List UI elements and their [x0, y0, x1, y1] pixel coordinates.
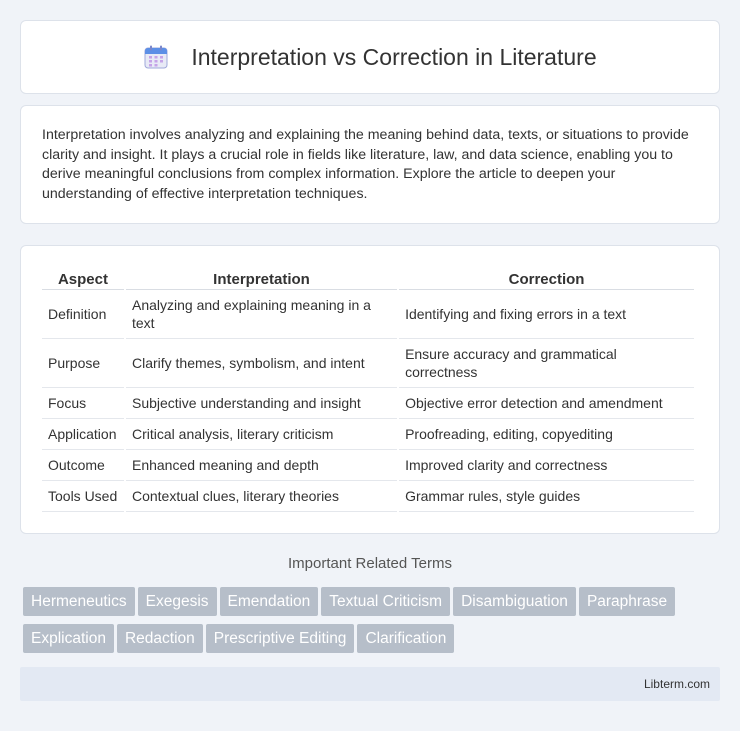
table-cell: Contextual clues, literary theories: [126, 481, 397, 512]
header-correction: Correction: [399, 266, 694, 290]
table-row: [42, 339, 694, 388]
footer-site-link[interactable]: Libterm.com: [643, 677, 710, 691]
tag-paraphrase[interactable]: Paraphrase: [579, 587, 675, 616]
table-cell: Ensure accuracy and grammatical correctness: [399, 339, 694, 388]
intro-card: [20, 105, 720, 224]
table-row: [42, 290, 694, 339]
table-cell: Analyzing and explaining meaning in a text: [126, 290, 397, 339]
tag-hermeneutics[interactable]: Hermeneutics: [23, 587, 135, 616]
tag-clarification[interactable]: Clarification: [357, 624, 454, 653]
table-cell: Clarify themes, symbolism, and intent: [126, 339, 397, 388]
table-cell: Enhanced meaning and depth: [126, 450, 397, 481]
comparison-table-card: [20, 245, 720, 534]
header-aspect: Aspect: [42, 266, 124, 290]
table-row: [42, 481, 694, 512]
tag-emendation[interactable]: Emendation: [220, 587, 319, 616]
page-title: Interpretation vs Correction in Literature: [191, 43, 597, 70]
tag-prescriptive-editing[interactable]: Prescriptive Editing: [206, 624, 355, 653]
table-cell: Tools Used: [42, 481, 124, 512]
title-card: [20, 20, 720, 94]
footer: [20, 667, 720, 701]
intro-text: Interpretation involves analyzing and explaining the meaning behind data, texts, or situations to provide clarity and insight. It plays a crucial role in fields like literature, law, and data science, enabling you to derive meaningful conclusions from complex information. Explore the article to deepen your understanding of effective interpretation techniques.: [42, 127, 689, 202]
table-cell: Improved clarity and correctness: [399, 450, 694, 481]
related-terms-list: [23, 587, 723, 661]
table-cell: Focus: [42, 388, 124, 419]
tag-exegesis[interactable]: Exegesis: [138, 587, 217, 616]
calendar-icon: [143, 44, 169, 70]
header-interpretation: Interpretation: [126, 266, 397, 290]
table-cell: Grammar rules, style guides: [399, 481, 694, 512]
table-cell: Definition: [42, 290, 124, 339]
table-cell: Proofreading, editing, copyediting: [399, 419, 694, 450]
tag-textual-criticism[interactable]: Textual Criticism: [321, 587, 450, 616]
table-cell: Outcome: [42, 450, 124, 481]
tag-explication[interactable]: Explication: [23, 624, 114, 653]
table-row: [42, 419, 694, 450]
table-row: [42, 388, 694, 419]
table-cell: Identifying and fixing errors in a text: [399, 290, 694, 339]
table-cell: Purpose: [42, 339, 124, 388]
tag-disambiguation[interactable]: Disambiguation: [453, 587, 576, 616]
table-cell: Application: [42, 419, 124, 450]
related-terms-title: Important Related Terms: [288, 555, 452, 572]
table-row: [42, 450, 694, 481]
tag-redaction[interactable]: Redaction: [117, 624, 203, 653]
comparison-table: [40, 266, 696, 512]
table-cell: Critical analysis, literary criticism: [126, 419, 397, 450]
table-cell: Subjective understanding and insight: [126, 388, 397, 419]
table-cell: Objective error detection and amendment: [399, 388, 694, 419]
